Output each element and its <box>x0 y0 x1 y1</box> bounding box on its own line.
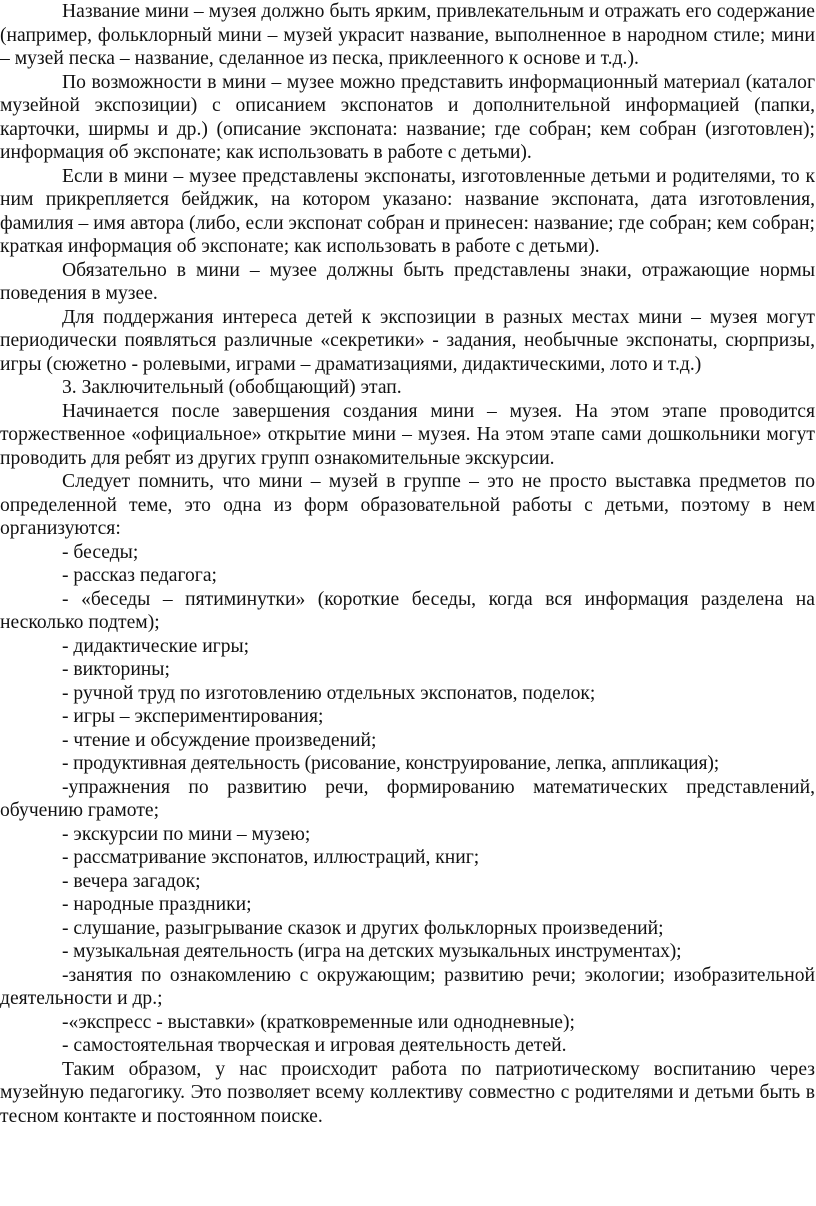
list-item: - народные праздники; <box>62 894 252 915</box>
list-item: -«экспресс - выставки» (кратковременные или однодневные); <box>62 1011 575 1033</box>
list-item: - самостоятельная творческая и игровая деятельность детей. <box>62 1035 567 1056</box>
list-item: - рассматривание экспонатов, иллюстраций, книг; <box>62 847 480 868</box>
paragraph-behavior-signs: Обязательно в мини – музее должны быть представлены знаки, отражающие нормы поведения в музее. <box>0 259 815 304</box>
list-item: - вечера загадок; <box>62 870 201 892</box>
paragraph-final-stage: Начинается после завершения создания мини – музея. На этом этапе проводится торжественное «официальное» открытие мини – музея. На этом этапе сами дошкольники могут проводить для ребят из других групп ознакомительные экскурсии. <box>0 400 815 469</box>
section-heading-final-stage: 3. Заключительный (обобщающий) этап. <box>62 377 402 398</box>
paragraph-exhibits-badge: Если в мини – музее представлены экспонаты, изготовленные детьми и родителями, то к ним прикрепляется бейджик, на котором указано: название экспоната, дата изготовления, фамилия – имя автора (либо, если экспонат собран и принесен: название; где собран; кем собран; краткая информация об экспонате; как использовать в работе с детьми). <box>0 165 815 257</box>
list-item: - продуктивная деятельность (рисование, конструирование, лепка, аппликация); <box>62 753 720 774</box>
list-item: -занятия по ознакомлению с окружающим; развитию речи; экологии; изобразительной деятельности и др.; <box>0 964 815 1009</box>
list-item: - слушание, разыгрывание сказок и других фольклорных произведений; <box>62 917 664 939</box>
paragraph-secrets: Для поддержания интереса детей к экспозиции в разных местах мини – музея могут периодически появляться различные «секретики» - задания, необычные экспонаты, сюрпризы, игры (сюжетно - ролевыми, играми – драматизациями, дидактическими, лото и т.д.) <box>0 306 815 375</box>
list-item: - музыкальная деятельность (игра на детских музыкальных инструментах); <box>62 941 682 962</box>
list-item: - беседы; <box>62 541 139 563</box>
list-item: - викторины; <box>62 659 170 680</box>
list-item: - рассказ педагога; <box>62 565 217 586</box>
list-item: - игры – экспериментирования; <box>62 706 324 727</box>
paragraph-museum-name: Название мини – музея должно быть ярким, привлекательным и отражать его содержание (например, фольклорный мини – музей украсит название, выполненное в народном стиле; мини – музей песка – название, сделанное из песка, приклеенного к основе и т.д.). <box>0 1 815 69</box>
list-item: -упражнения по развитию речи, формированию математических представлений, обучению грамоте; <box>0 776 815 821</box>
list-item: - «беседы – пятиминутки» (короткие беседы, когда вся информация разделена на несколько подтем); <box>0 588 815 633</box>
paragraph-conclusion: Таким образом, у нас происходит работа по патриотическому воспитанию через музейную педагогику. Это позволяет всему коллективу совместно с родителями и детьми быть в тесном контакте и постоянном поиске. <box>0 1058 815 1127</box>
list-item: - ручной труд по изготовлению отдельных экспонатов, поделок; <box>62 682 596 704</box>
paragraph-info-material: По возможности в мини – музее можно представить информационный материал (каталог музейной экспозиции) с описанием экспонатов и дополнительной информацией (папки, карточки, ширмы и др.) (описание экспоната: название; где собран; кем собран (изготовлен); информация об экспонате; как использовать в работе с детьми). <box>0 71 815 163</box>
paragraph-remember: Следует помнить, что мини – музей в группе – это не просто выставка предметов по определенной теме, это одна из форм образовательной работы с детьми, поэтому в нем организуются: <box>0 471 815 539</box>
list-item: - дидактические игры; <box>62 635 250 657</box>
list-item: - чтение и обсуждение произведений; <box>62 729 377 751</box>
list-item: - экскурсии по мини – музею; <box>62 823 311 845</box>
